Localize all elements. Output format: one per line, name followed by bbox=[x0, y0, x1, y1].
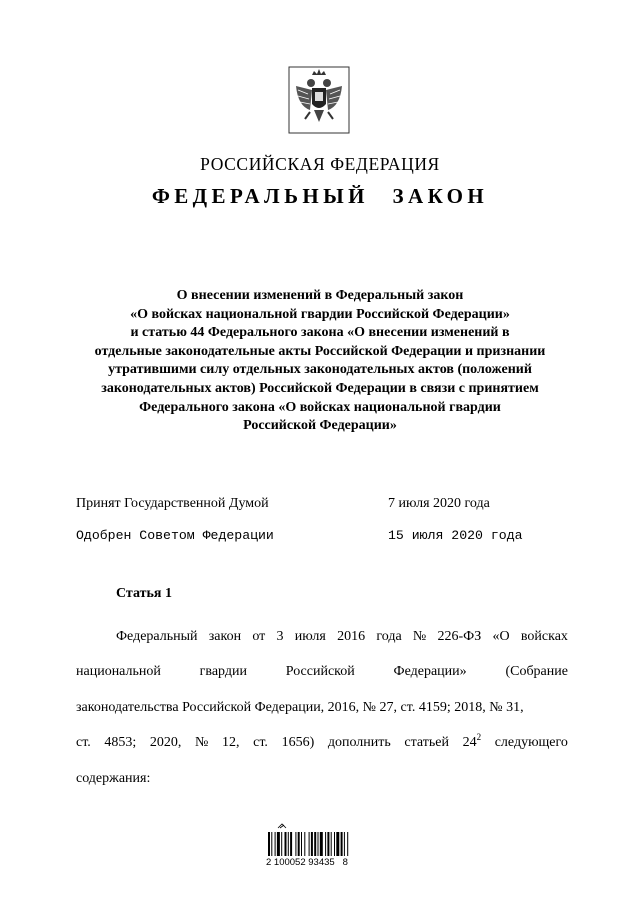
duma-label: Принят Государственной Думой bbox=[76, 496, 269, 511]
paragraph-line bbox=[76, 654, 568, 689]
paragraph-word: законодательства Российской Федерации, 2016, № 27, ст. 4159; 2018, № 31, bbox=[76, 699, 524, 715]
title-line: утратившими силу отдельных законодательных актов (положений bbox=[108, 362, 532, 378]
paragraph-word: июля bbox=[294, 629, 326, 644]
paragraph-word: 4853; bbox=[104, 735, 137, 751]
duma-date: 7 июля 2020 года bbox=[388, 496, 490, 511]
paragraph-word: Федерации» bbox=[393, 664, 467, 680]
paragraph-word: 2016 bbox=[337, 629, 366, 644]
paragraph-word: 12, bbox=[222, 735, 240, 751]
paragraph-word: гвардии bbox=[199, 664, 247, 680]
paragraph-word: следующего bbox=[494, 735, 568, 751]
barcode-number: 2 100052 93435 8 bbox=[266, 857, 348, 868]
paragraph-word: 1656) bbox=[281, 735, 315, 751]
paragraph-word: дополнить bbox=[327, 735, 391, 751]
paragraph-word: 3 bbox=[276, 629, 284, 644]
paragraph-word: № bbox=[412, 629, 427, 644]
paragraph-word: ст. bbox=[253, 735, 268, 751]
paragraph-word: года bbox=[376, 629, 402, 644]
paragraph-word: (Собрание bbox=[505, 664, 568, 680]
paragraph-word: 2020, bbox=[149, 735, 182, 751]
paragraph-word: статьей bbox=[404, 735, 449, 751]
paragraph-word: Федеральный bbox=[116, 629, 198, 644]
coat-of-arms-emblem bbox=[288, 66, 350, 134]
article-paragraph bbox=[76, 619, 568, 796]
article-number: $24^2$ bbox=[462, 731, 482, 751]
paragraph-line bbox=[76, 725, 568, 760]
paragraph-word: национальной bbox=[76, 664, 161, 680]
paragraph-word: 226-ФЗ bbox=[437, 629, 482, 644]
title-line: «О войсках национальной гвардии Российской Федерации» bbox=[130, 306, 510, 322]
paragraph-word: Российской bbox=[285, 664, 355, 680]
paragraph-word: «О bbox=[492, 629, 510, 644]
title-line: О внесении изменений в Федеральный закон bbox=[176, 288, 464, 303]
paragraph-word: закон bbox=[208, 629, 242, 644]
paragraph-word: ст. bbox=[76, 735, 91, 751]
document-type: ФЕДЕРАЛЬНЫЙ ЗАКОН bbox=[151, 184, 489, 208]
paragraph-word: содержания: bbox=[76, 770, 151, 786]
paragraph-word: № bbox=[195, 735, 209, 751]
article-heading: Статья 1 bbox=[116, 586, 172, 601]
title-line: Федерального закона «О войсках национальной гвардии bbox=[139, 399, 501, 415]
title-line: Российской Федерации» bbox=[243, 418, 397, 434]
title-line: отдельные законодательные акты Российской Федерации и признании bbox=[94, 343, 546, 359]
paragraph-line bbox=[76, 761, 568, 796]
law-title bbox=[40, 287, 600, 436]
paragraph-line bbox=[76, 690, 568, 725]
council-date: 15 июля 2020 года bbox=[388, 528, 523, 543]
paragraph-word: от bbox=[252, 629, 266, 644]
paragraph-line bbox=[76, 619, 568, 654]
council-label: Одобрен Советом Федерации bbox=[76, 528, 274, 543]
title-line: законодательных актов) Российской Федерации в связи с принятием bbox=[101, 380, 539, 396]
country-name: РОССИЙСКАЯ ФЕДЕРАЦИЯ bbox=[200, 154, 440, 174]
title-line: и статью 44 Федерального закона «О внесении изменений в bbox=[130, 325, 510, 341]
paragraph-word: войсках bbox=[520, 629, 568, 644]
